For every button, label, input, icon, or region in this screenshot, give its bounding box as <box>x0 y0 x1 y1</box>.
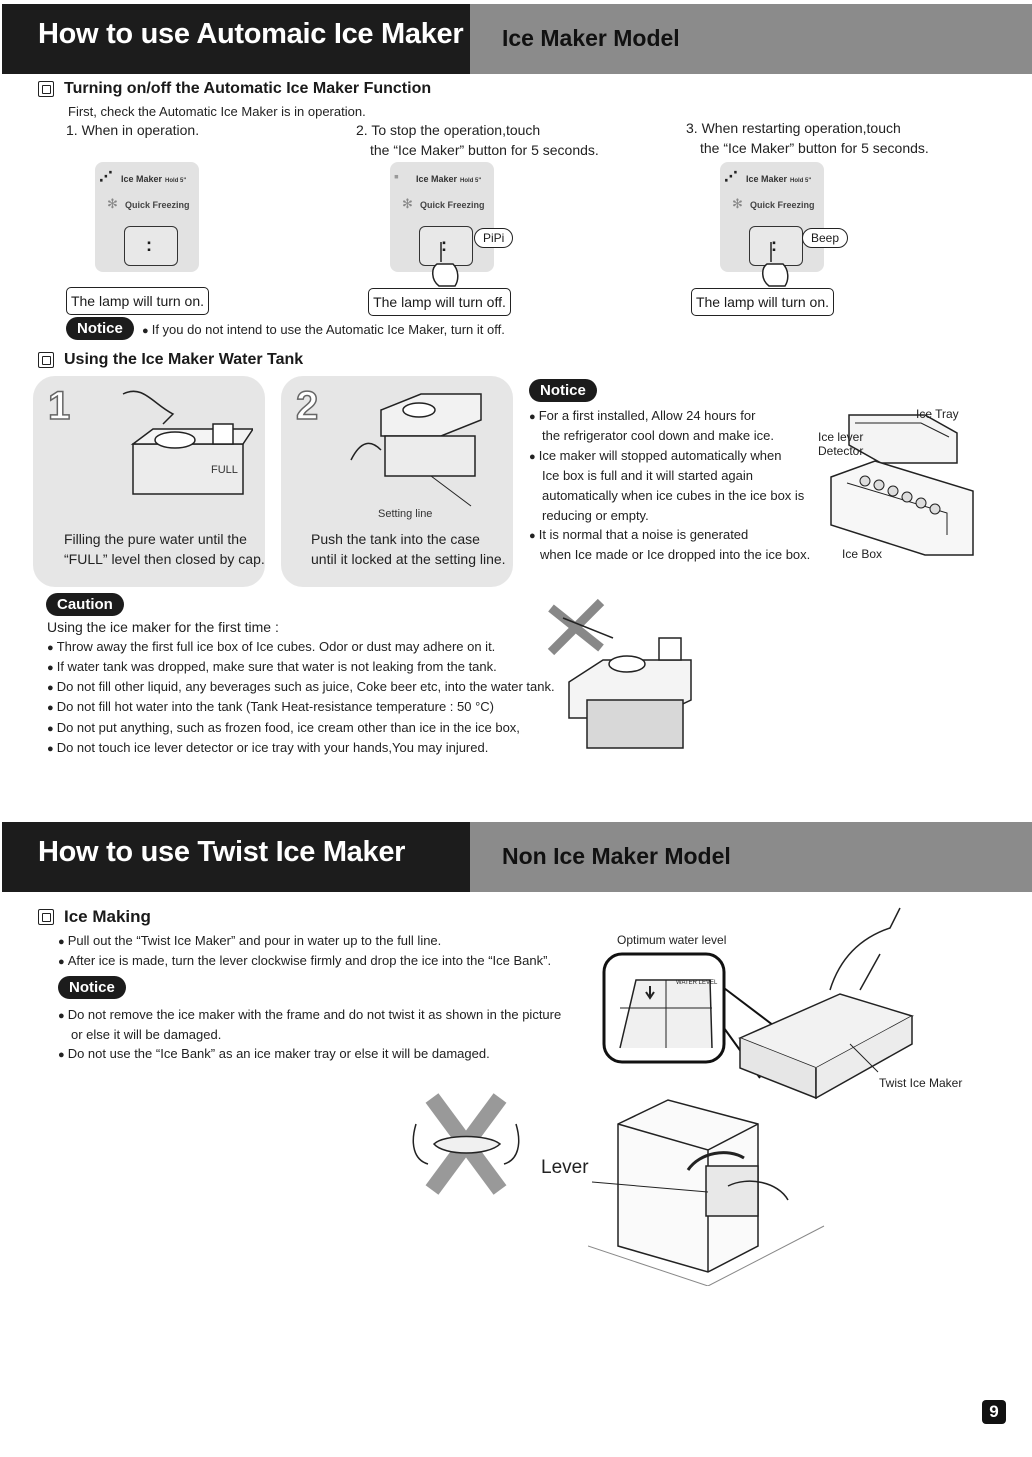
step-number: 2 <box>296 384 319 428</box>
caution-badge: Caution <box>46 593 124 616</box>
caution-item: ● Do not fill other liquid, any beverages such as juice, Coke beer etc, into the water tank. <box>47 677 555 698</box>
caution-item: ● Do not fill hot water into the tank (Tank Heat-resistance temperature : 50 °C) <box>47 697 494 718</box>
step-3-line-2: the “Ice Maker” button for 5 seconds. <box>700 140 929 156</box>
panel-ice-maker-label: Ice Maker Hold 5" <box>121 174 187 184</box>
snowflake-icon: ✻ <box>732 196 743 211</box>
section-icon <box>38 352 54 368</box>
caution-intro: Using the ice maker for the first time : <box>47 619 279 635</box>
lamp-status-1: The lamp will turn on. <box>66 287 209 315</box>
panel-ice-maker-label: Ice Maker Hold 5" <box>416 174 482 184</box>
step-2-line-1: 2. To stop the operation,touch <box>356 122 541 138</box>
notice-text: ● If you do not intend to use the Automatic Ice Maker, turn it off. <box>142 320 505 341</box>
ice-box-label: Ice Box <box>842 547 883 561</box>
snowflake-icon: ✻ <box>402 196 413 211</box>
page-title-automatic: How to use Automaic Ice Maker <box>38 18 464 50</box>
notice-line: automatically when ice cubes in the ice box is <box>542 488 805 503</box>
step-number: 1 <box>48 384 71 428</box>
card-2-line-1: Push the tank into the case <box>311 531 480 547</box>
lamp-on-icon: ⋰ <box>724 168 738 184</box>
pipi-bubble: PiPi <box>474 228 513 248</box>
section-icon <box>38 909 54 925</box>
panel-quick-freezing-label: Quick Freezing <box>750 200 815 210</box>
panel-quick-freezing-label: Quick Freezing <box>420 200 485 210</box>
step-card-1 <box>33 376 265 587</box>
section-heading: Ice Making <box>64 907 151 926</box>
water-tank-fill-illustration <box>113 384 253 504</box>
optimum-water-level-label: Optimum water level <box>617 933 727 947</box>
notice-line: when Ice made or Ice dropped into the ice box. <box>540 547 811 562</box>
header-twist <box>2 822 1032 892</box>
notice-line: ● For a first installed, Allow 24 hours for <box>529 406 755 427</box>
ice-tray-label: Ice Tray <box>916 407 959 421</box>
notice-line: ● Ice maker will stopped automatically when <box>529 446 781 467</box>
section-turning-on-off <box>38 80 431 98</box>
snowflake-icon: ✻ <box>107 196 118 211</box>
twist-ice-maker-label: Twist Ice Maker <box>879 1076 963 1090</box>
notice-line: ● It is normal that a noise is generated <box>529 525 748 546</box>
lamp-off-icon: ▪ <box>394 168 399 184</box>
section-heading: Using the Ice Maker Water Tank <box>64 351 304 368</box>
finger-press-icon <box>755 240 795 290</box>
notice-line: the refrigerator cool down and make ice. <box>542 428 774 443</box>
card-1-line-2: “FULL” level then closed by cap. <box>64 551 265 567</box>
caution-item: ● Throw away the first full ice box of Ice cubes. Odor or dust may adhere on it. <box>47 637 495 658</box>
ice-making-item: ● Pull out the “Twist Ice Maker” and pour in water up to the full line. <box>58 931 441 952</box>
notice-item: ● Do not use the “Ice Bank” as an ice maker tray or else it will be damaged. <box>58 1044 490 1065</box>
ice-maker-button[interactable] <box>124 226 178 266</box>
ice-making-item: ● After ice is made, turn the lever clockwise firmly and drop the ice into the “Ice Bank”. <box>58 951 551 972</box>
notice-line: reducing or empty. <box>542 508 649 523</box>
notice-item: ● Do not remove the ice maker with the frame and do not twist it as shown in the picture <box>58 1005 561 1026</box>
panel-ice-maker-label: Ice Maker Hold 5" <box>746 174 812 184</box>
lamp-status-3: The lamp will turn on. <box>691 288 834 316</box>
caution-item: ● Do not touch ice lever detector or ice tray with your hands,You may injured. <box>47 738 488 759</box>
section-icon <box>38 81 54 97</box>
lamp-on-icon: ⋰ <box>99 168 113 184</box>
step-1: 1. When in operation. <box>66 122 200 138</box>
beep-bubble: Beep <box>802 228 848 248</box>
section-heading: Turning on/off the Automatic Ice Maker Function <box>64 80 432 97</box>
water-level-mark: WATER LEVEL <box>676 980 718 986</box>
card-1-line-1: Filling the pure water until the <box>64 531 247 547</box>
do-not-twist-illustration <box>404 1084 528 1204</box>
page-number: 9 <box>982 1400 1006 1424</box>
step-card-2 <box>281 376 513 587</box>
notice-badge: Notice <box>66 317 134 340</box>
lever-turn-illustration <box>588 1096 828 1286</box>
section-water-tank <box>38 351 303 369</box>
section-ice-making <box>38 907 151 927</box>
control-panel-1 <box>95 162 199 272</box>
header-automatic <box>2 4 1032 74</box>
intro-text: First, check the Automatic Ice Maker is in operation. <box>68 104 366 119</box>
ice-lever-label-1: Ice lever <box>818 430 864 444</box>
full-label: FULL <box>211 464 238 476</box>
model-label-non-ice-maker: Non Ice Maker Model <box>502 843 731 869</box>
setting-line-label: Setting line <box>378 508 433 520</box>
step-2-line-2: the “Ice Maker” button for 5 seconds. <box>370 142 599 158</box>
panel-quick-freezing-label: Quick Freezing <box>125 200 190 210</box>
notice-badge-3: Notice <box>58 976 126 999</box>
tank-insert-illustration <box>341 380 501 510</box>
notice-badge-2: Notice <box>529 379 597 402</box>
lever-label: Lever <box>541 1157 589 1178</box>
lamp-status-2: The lamp will turn off. <box>368 288 511 316</box>
ice-lever-label-2: Detector <box>818 444 864 458</box>
ice-box-illustration <box>825 405 980 560</box>
card-2-line-2: until it locked at the setting line. <box>311 551 506 567</box>
notice-line: Ice box is full and it will started again <box>542 468 753 483</box>
caution-item: ● Do not put anything, such as frozen food, ice cream other than ice in the ice box, <box>47 718 520 739</box>
step-3-line-1: 3. When restarting operation,touch <box>686 120 901 136</box>
page-title-twist: How to use Twist Ice Maker <box>38 836 406 868</box>
caution-item: ● If water tank was dropped, make sure that water is not leaking from the tank. <box>47 657 497 678</box>
notice-item: or else it will be damaged. <box>71 1027 222 1042</box>
no-beverage-tank-illustration <box>543 598 703 753</box>
model-label-ice-maker: Ice Maker Model <box>502 25 680 51</box>
finger-press-icon <box>425 240 465 290</box>
